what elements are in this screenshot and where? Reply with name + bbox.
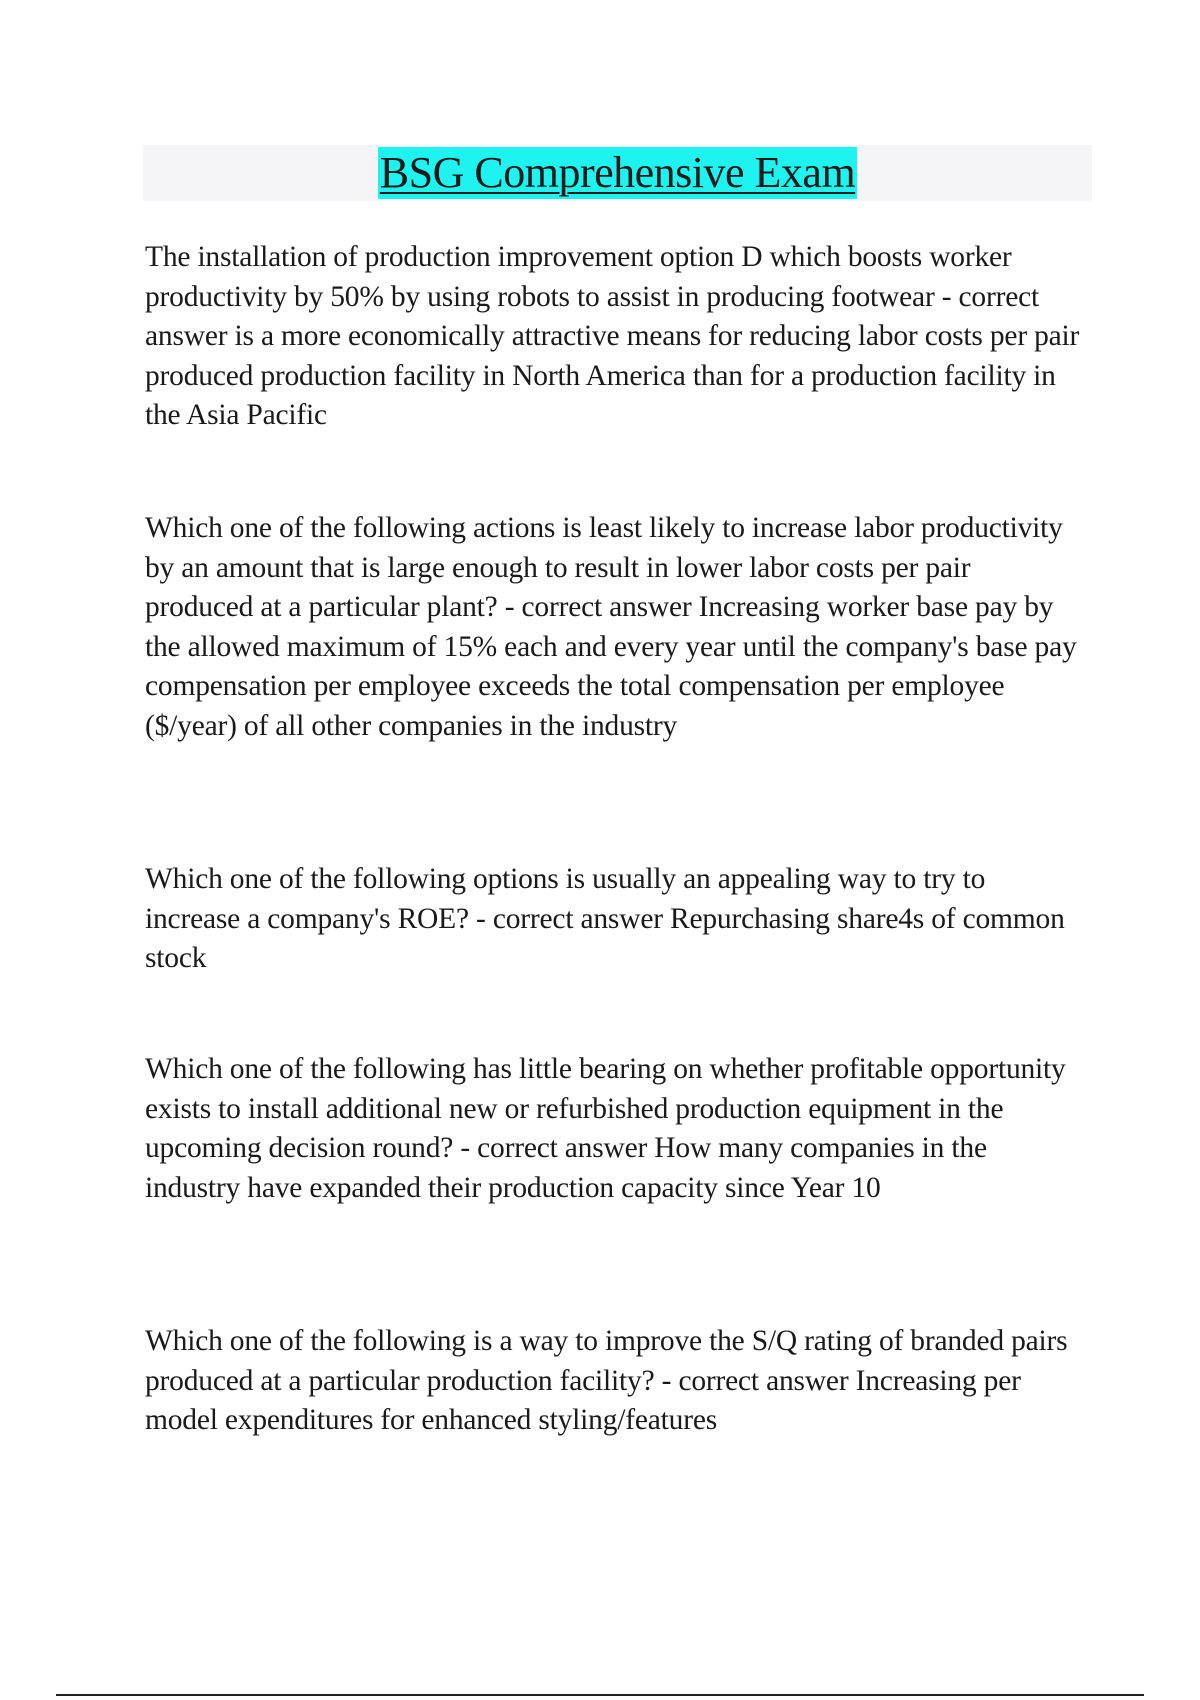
question-answer-item: Which one of the following has little bearing on whether profitable opportunity exists to install additional new or refurbished production equipment in the upcoming decision round? - correct answer How many companies in the industry have expanded their production capacity since Year 10	[145, 1053, 1066, 1204]
title-band	[143, 145, 1092, 201]
page-title: BSG Comprehensive Exam	[379, 148, 856, 197]
question-answer-item: The installation of production improvement option D which boosts worker productivity by 50% by using robots to assist in producing footwear - correct answer is a more economically attractive means for reducing labor costs per pair produced production facility in North America than for a production facility in the Asia Pacific	[145, 241, 1080, 431]
footer-divider	[56, 1694, 1144, 1696]
question-answer-item: Which one of the following actions is least likely to increase labor productivity by an amount that is large enough to result in lower labor costs per pair produced at a particular plant? - correct answer Increasing worker base pay by the allowed maximum of 15% each and every year until the company's base pay compensation per employee exceeds the total compensation per employee ($/year) of all other companies in the industry	[145, 512, 1077, 742]
question-answer-item: Which one of the following is a way to improve the S/Q rating of branded pairs produced at a particular production facility? - correct answer Increasing per model expenditures for enhanced styling/features	[145, 1325, 1068, 1436]
question-answer-item: Which one of the following options is usually an appealing way to try to increase a company's ROE? - correct answer Repurchasing share4s of common stock	[145, 863, 1065, 974]
